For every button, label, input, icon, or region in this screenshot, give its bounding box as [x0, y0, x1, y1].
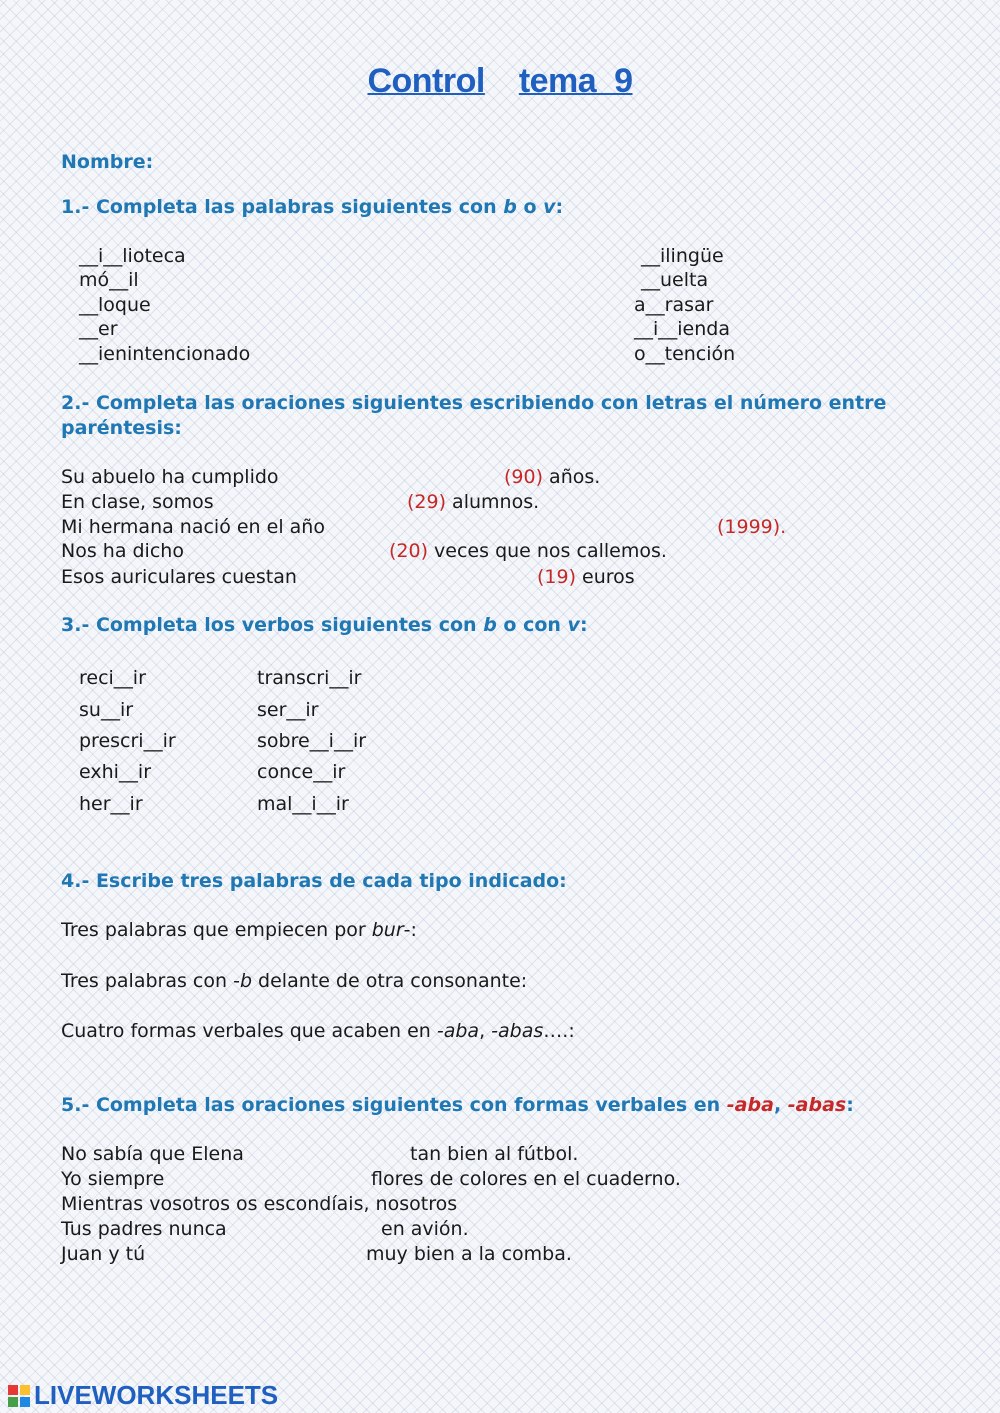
sentence-end: euros	[576, 566, 635, 588]
word-item[interactable]: mó__il	[79, 269, 139, 291]
word-item[interactable]: __loque	[79, 294, 151, 316]
liveworksheets-logo-icon	[8, 1385, 30, 1407]
section-5-heading-comma: ,	[773, 1094, 788, 1116]
sentence-text: Mi hermana nació en el año	[61, 516, 325, 538]
section-1-heading-colon: :	[555, 196, 564, 218]
sentence-number	[407, 491, 539, 513]
sentence-end: muy bien a la comba.	[366, 1243, 572, 1265]
word-item[interactable]: o__tención	[634, 343, 736, 365]
section-5-heading-colon: :	[846, 1094, 854, 1116]
word-item[interactable]: __ienintencionado	[79, 343, 251, 365]
letter-v: v	[543, 196, 556, 218]
word-item[interactable]: __er	[79, 318, 118, 340]
suffix-aba: -aba	[726, 1094, 774, 1116]
prompt-comma: ,	[479, 1020, 492, 1042]
page-title	[0, 62, 1000, 101]
title-word-tema: tema 9	[518, 62, 633, 100]
sentence-end: flores de colores en el cuaderno.	[371, 1168, 681, 1190]
section-2-heading: 2.- Completa las oraciones siguientes escribiendo con letras el número entre	[61, 392, 887, 414]
sentence-text: Nos ha dicho	[61, 540, 184, 562]
sentence-end: veces que nos callemos.	[428, 540, 667, 562]
prompt-italic: bur	[371, 919, 404, 941]
suffix-abas: -abas	[787, 1094, 847, 1116]
title-word-control: Control	[367, 62, 485, 100]
number-paren: (29)	[407, 491, 447, 513]
word-item[interactable]: __i__lioteca	[79, 245, 186, 267]
section-5-heading-text: 5.- Completa las oraciones siguientes con formas verbales en	[61, 1094, 727, 1116]
sentence-end: tan bien al fútbol.	[410, 1143, 579, 1165]
word-item[interactable]: __ilingüe	[641, 245, 724, 267]
verb-item[interactable]: conce__ir	[257, 761, 346, 783]
prompt-end: delante de otra consonante:	[252, 970, 528, 992]
section-3-heading	[61, 614, 588, 636]
prompt-text: Cuatro formas verbales que acaben en	[61, 1020, 437, 1042]
sentence-number	[389, 540, 667, 562]
sentence-number	[537, 566, 635, 588]
sentence-text: Juan y tú	[61, 1243, 146, 1265]
letter-v: v	[567, 614, 580, 636]
verb-item[interactable]: exhi__ir	[79, 761, 152, 783]
prompt-italic: -abas	[491, 1020, 544, 1042]
sentence-text: Esos auriculares cuestan	[61, 566, 297, 588]
footer-brand[interactable]	[8, 1380, 278, 1411]
prompt-bur	[61, 919, 417, 941]
prompt-end: ….:	[543, 1020, 575, 1042]
verb-item[interactable]: transcri__ir	[257, 667, 362, 689]
section-3-heading-text: 3.- Completa los verbos siguientes con	[61, 614, 484, 636]
sentence-text: Su abuelo ha cumplido	[61, 466, 279, 488]
prompt-italic: -aba	[436, 1020, 480, 1042]
sentence-number	[504, 466, 600, 488]
verb-item[interactable]: her__ir	[79, 793, 143, 815]
name-label: Nombre:	[61, 151, 154, 173]
word-item[interactable]: __uelta	[641, 269, 709, 291]
sentence-text: No sabía que Elena	[61, 1143, 244, 1165]
sentence-end: alumnos.	[446, 491, 540, 513]
section-1-heading	[61, 196, 563, 218]
sentence-end: años.	[543, 466, 601, 488]
section-1-heading-text: 1.- Completa las palabras siguientes con	[61, 196, 504, 218]
section-2-heading-cont: paréntesis:	[61, 417, 182, 439]
section-5-heading	[61, 1094, 854, 1116]
verb-item[interactable]: su__ir	[79, 699, 134, 721]
prompt-b-consonant	[61, 970, 527, 992]
number-paren: (90)	[504, 466, 544, 488]
footer-brand-text: LIVEWORKSHEETS	[34, 1380, 279, 1410]
letter-b: b	[503, 196, 517, 218]
sentence-text: Tus padres nunca	[61, 1218, 227, 1240]
word-item[interactable]: __i__ienda	[634, 318, 730, 340]
number-paren: (20)	[389, 540, 429, 562]
letter-b: b	[483, 614, 497, 636]
verb-item[interactable]: ser__ir	[257, 699, 319, 721]
number-paren: (1999).	[717, 516, 787, 538]
sentence-text: En clase, somos	[61, 491, 214, 513]
verb-item[interactable]: prescri__ir	[79, 730, 176, 752]
prompt-aba	[61, 1020, 575, 1042]
number-paren: (19)	[537, 566, 577, 588]
sentence-text: Yo siempre	[61, 1168, 165, 1190]
word-item[interactable]: a__rasar	[634, 294, 714, 316]
section-4-heading: 4.- Escribe tres palabras de cada tipo indicado:	[61, 870, 567, 892]
sentence-text: Mientras vosotros os escondíais, nosotros	[61, 1193, 458, 1215]
section-1-heading-o: o	[516, 196, 544, 218]
verb-item[interactable]: mal__i__ir	[257, 793, 349, 815]
prompt-end: -:	[403, 919, 417, 941]
section-3-heading-o: o con	[496, 614, 568, 636]
sentence-end: en avión.	[381, 1218, 469, 1240]
prompt-italic: b	[239, 970, 252, 992]
prompt-text: Tres palabras que empiecen por	[61, 919, 372, 941]
verb-item[interactable]: reci__ir	[79, 667, 146, 689]
prompt-text: Tres palabras con -	[61, 970, 240, 992]
verb-item[interactable]: sobre__i__ir	[257, 730, 367, 752]
section-3-heading-colon: :	[579, 614, 588, 636]
